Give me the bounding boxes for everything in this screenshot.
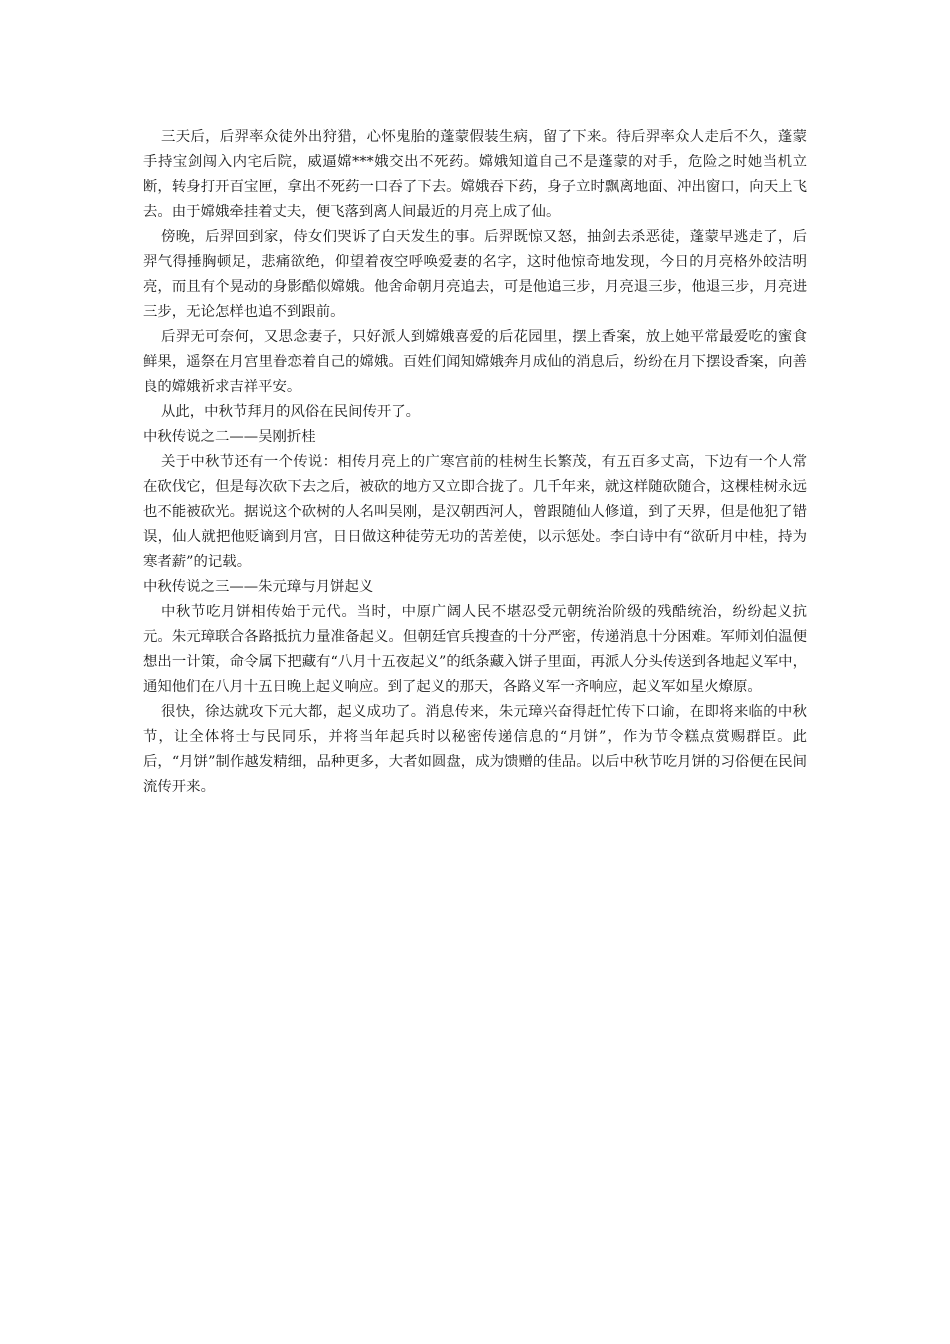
- paragraph-custom-spreads: 从此，中秋节拜月的风俗在民间传开了。: [161, 404, 421, 420]
- paragraph-change-flees-to-moon: 三天后，后羿率众徒外出狩猎，心怀鬼胎的蓬蒙假装生病，留了下来。待后羿率众人走后不久，蓬蒙手持宝剑闯入内宅后院，威逼嫦***娥交出不死药。嫦娥知道自己不是蓬蒙的对手，危险之时她当机立断，转身打开百宝匣，拿出不死药一口吞了下去。嫦娥吞下药，身子立时飘离地面、冲出窗口，向天上飞去。由于嫦娥牵挂着丈夫，便飞落到离人间最近的月亮上成了仙。: [143, 129, 807, 220]
- document-body: [143, 125, 807, 800]
- section-heading-zhu-yuanzhang: 中秋传说之三——朱元璋与月饼起义: [143, 579, 374, 595]
- paragraph-houyi-chases-moon: 傍晚，后羿回到家，侍女们哭诉了白天发生的事。后羿既惊又怒，抽剑去杀恶徒，蓬蒙早逃走了，后羿气得捶胸顿足，悲痛欲绝，仰望着夜空呼唤爱妻的名字，这时他惊奇地发现，今日的月亮格外皎洁明亮，而且有个晃动的身影酷似嫦娥。他舍命朝月亮追去，可是他追三步，月亮退三步，他退三步，月亮进三步，无论怎样也追不到跟前。: [143, 229, 807, 320]
- paragraph-mooncake-custom: 很快，徐达就攻下元大都，起义成功了。消息传来，朱元璋兴奋得赶忙传下口谕，在即将来临的中秋节，让全体将士与民同乐，并将当年起兵时以秘密传递信息的“月饼”，作为节令糕点赏赐群臣。此后，“月饼”制作越发精细，品种更多，大者如圆盘，成为馈赠的佳品。以后中秋节吃月饼的习俗便在民间流传开来。: [143, 704, 807, 795]
- paragraph-wu-gang-story: 关于中秋节还有一个传说：相传月亮上的广寒宫前的桂树生长繁茂，有五百多丈高，下边有一个人常在砍伐它，但是每次砍下去之后，被砍的地方又立即合拢了。几千年来，就这样随砍随合，这棵桂树永远也不能被砍光。据说这个砍树的人名叫吴刚，是汉朝西河人，曾跟随仙人修道，到了天界，但是他犯了错误，仙人就把他贬谪到月宫，日日做这种徒劳无功的苦差使，以示惩处。李白诗中有“欲斫月中桂，持为寒者薪”的记载。: [143, 454, 807, 570]
- paragraph-mooncake-uprising: 中秋节吃月饼相传始于元代。当时，中原广阔人民不堪忍受元朝统治阶级的残酷统治，纷纷起义抗元。朱元璋联合各路抵抗力量准备起义。但朝廷官兵搜查的十分严密，传递消息十分困难。军师刘伯温便想出一计策，命令属下把藏有“八月十五夜起义”的纸条藏入饼子里面，再派人分头传送到各地起义军中，通知他们在八月十五日晚上起义响应。到了起义的那天，各路义军一齐响应，起义军如星火燎原。: [143, 604, 807, 695]
- section-heading-wu-gang: 中秋传说之二——吴刚折桂: [143, 429, 316, 445]
- paragraph-moon-offering: 后羿无可奈何，又思念妻子，只好派人到嫦娥喜爱的后花园里，摆上香案，放上她平常最爱吃的蜜食鲜果，遥祭在月宫里眷恋着自己的嫦娥。百姓们闻知嫦娥奔月成仙的消息后，纷纷在月下摆设香案，向善良的嫦娥祈求吉祥平安。: [143, 329, 807, 395]
